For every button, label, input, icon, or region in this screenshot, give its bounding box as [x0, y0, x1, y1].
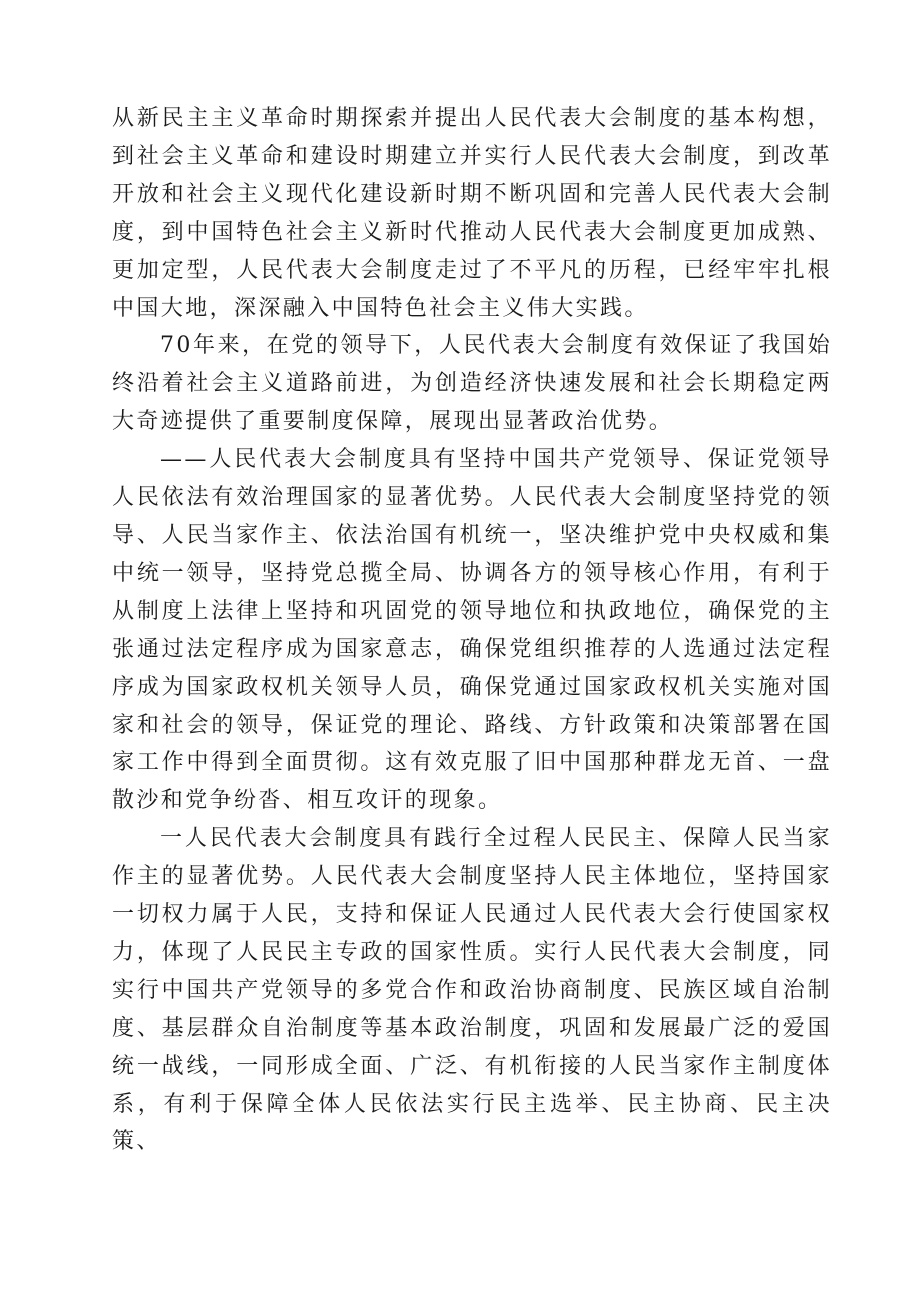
paragraph-history: 从新民主主义革命时期探索并提出人民代表大会制度的基本构想，到社会主义革命和建设时期建立并实行人民代表大会制度，到改革开放和社会主义现代化建设新时期不断巩固和完善人民代表大会制度，到中国特色社会主义新时代推动人民代表大会制度更加成熟、更加定型，人民代表大会制度走过了不平凡的历程，已经牢牢扎根中国大地，深深融入中国特色社会主义伟大实践。 — [112, 106, 832, 321]
paragraph-party-leadership-advantage: ——人民代表大会制度具有坚持中国共产党领导、保证党领导人民依法有效治理国家的显著优势。人民代表大会制度坚持党的领导、人民当家作主、依法治国有机统一，坚决维护党中央权威和集中统一领导，坚持党总揽全局、协调各方的领导核心作用，有利于从制度上法律上坚持和巩固党的领导地位和执政地位，确保党的主张通过法定程序成为国家意志，确保党组织推荐的人选通过法定程序成为国家政权机关领导人员，确保党通过国家政权机关实施对国家和社会的领导，保证党的理论、路线、方针政策和决策部署在国家工作中得到全面贯彻。这有效克服了旧中国那种群龙无首、一盘散沙和党争纷沓、相互攻讦的现象。 — [112, 447, 832, 814]
paragraph-peoples-democracy-advantage: 一人民代表大会制度具有践行全过程人民民主、保障人民当家作主的显著优势。人民代表大会制度坚持人民主体地位，坚持国家一切权力属于人民，支持和保证人民通过人民代表大会行使国家权力，体现了人民民主专政的国家性质。实行人民代表大会制度，同实行中国共产党领导的多党合作和政治协商制度、民族区域自治制度、基层群众自治制度等基本政治制度，巩固和发展最广泛的爱国统一战线，一同形成全面、广泛、有机衔接的人民当家作主制度体系，有利于保障全体人民依法实行民主选举、民主协商、民主决策、 — [112, 826, 832, 1155]
document-body — [112, 100, 832, 1161]
paragraph-70-years: 70年来，在党的领导下，人民代表大会制度有效保证了我国始终沿着社会主义道路前进，为创造经济快速发展和社会长期稳定两大奇迹提供了重要制度保障，展现出显著政治优势。 — [112, 333, 832, 435]
